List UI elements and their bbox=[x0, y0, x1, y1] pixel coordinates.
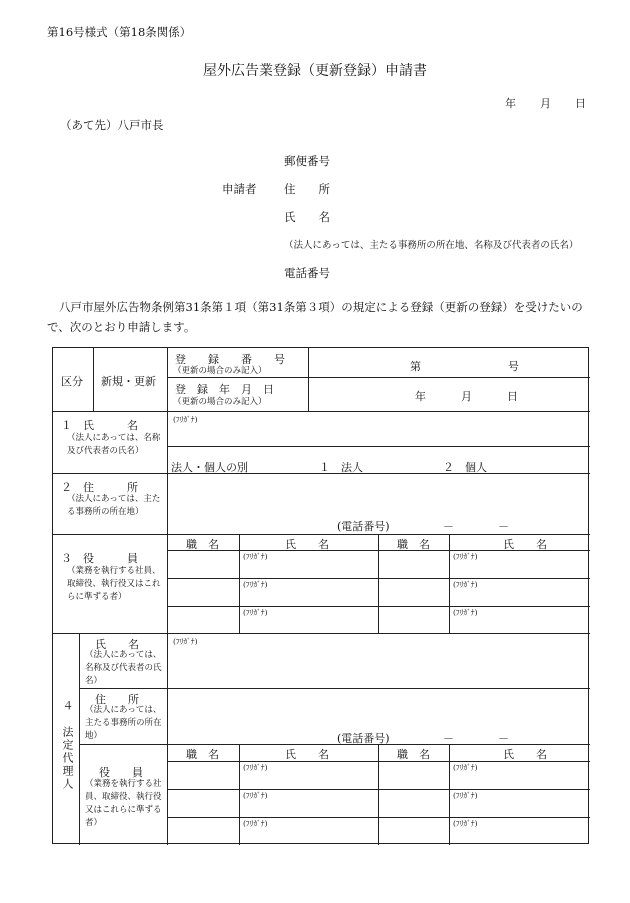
s3-furigana: (ﾌﾘｶﾞﾅ) bbox=[243, 552, 268, 561]
s2-dash-1: － bbox=[443, 520, 454, 533]
page-title: 屋外広告業登録（更新登録）申請書 bbox=[203, 63, 427, 79]
s3-post-header-1: 職 名 bbox=[186, 538, 219, 551]
s3-furigana: (ﾌﾘｶﾞﾅ) bbox=[243, 608, 268, 617]
reg-no-go: 号 bbox=[508, 360, 519, 373]
s3-note: （業務を執行する社員、取締役、執行役又はこれらに準ずる者） bbox=[67, 566, 161, 602]
reg-day: 日 bbox=[507, 390, 518, 403]
form-number: 第16号様式（第18条関係） bbox=[47, 25, 192, 39]
date-year: 年 bbox=[505, 97, 516, 110]
new-renew-label: 新規・更新 bbox=[101, 375, 156, 388]
s3-post-header-2: 職 名 bbox=[397, 538, 430, 551]
corp-individual-label: 法人・個人の別 bbox=[171, 461, 248, 474]
s4-officer-furigana: (ﾌﾘｶﾞﾅ) bbox=[453, 819, 478, 828]
request-statement: 八戸市屋外広告物条例第31条第１項（第31条第３項）の規定による登録（更新の登録）を受けたいので、次のとおり申請します。 bbox=[47, 300, 583, 334]
s3-name-header-2: 氏 名 bbox=[503, 538, 547, 551]
s4-dash-1: － bbox=[443, 732, 454, 745]
phone-label: 電話番号 bbox=[284, 266, 330, 280]
s4-name-note: （法人にあっては、名称及び代表者の氏名） bbox=[85, 650, 162, 686]
reg-month: 月 bbox=[461, 390, 472, 403]
kubun-label: 区分 bbox=[61, 375, 83, 388]
s1-note: （法人にあっては、名称及び代表者の氏名） bbox=[67, 433, 161, 456]
corp-option: １ 法人 bbox=[319, 461, 363, 474]
date-day: 日 bbox=[575, 97, 586, 110]
address-label: 住 所 bbox=[284, 182, 330, 196]
individual-option: ２ 個人 bbox=[443, 461, 487, 474]
s2-phone-label: (電話番号) bbox=[337, 520, 390, 533]
s4-officer-furigana: (ﾌﾘｶﾞﾅ) bbox=[453, 763, 478, 772]
s2-note: （法人にあっては、主たる事務所の所在地） bbox=[67, 494, 161, 517]
s4-officer-furigana: (ﾌﾘｶﾞﾅ) bbox=[243, 791, 268, 800]
s4-officer-furigana: (ﾌﾘｶﾞﾅ) bbox=[453, 791, 478, 800]
reg-date-label: 登 録 年 月 日 bbox=[175, 383, 274, 396]
name-note: （法人にあっては、主たる事務所の所在地、名称及び代表者の氏名） bbox=[284, 240, 579, 251]
s4-officer-note: （業務を執行する社員、取締役、執行役又はこれらに準ずる者） bbox=[85, 779, 162, 828]
s4-officer-label: 役 員 bbox=[99, 766, 143, 779]
reg-date-note: （更新の場合のみ記入） bbox=[173, 397, 267, 407]
name-label: 氏 名 bbox=[284, 210, 330, 224]
postal-code-label: 郵便番号 bbox=[284, 154, 330, 168]
s4-officer-furigana: (ﾌﾘｶﾞﾅ) bbox=[243, 819, 268, 828]
s3-furigana: (ﾌﾘｶﾞﾅ) bbox=[453, 608, 478, 617]
reg-no-label: 登 録 番 号 bbox=[175, 353, 285, 366]
reg-year: 年 bbox=[415, 390, 426, 403]
reg-no-note: （更新の場合のみ記入） bbox=[173, 366, 267, 376]
s4-post-header-1: 職 名 bbox=[186, 748, 219, 761]
s4-furigana: (ﾌﾘｶﾞﾅ) bbox=[173, 637, 198, 646]
s3-furigana: (ﾌﾘｶﾞﾅ) bbox=[243, 580, 268, 589]
date-month: 月 bbox=[540, 97, 551, 110]
s4-addr-note: （法人にあっては、主たる事務所の所在地） bbox=[85, 705, 162, 741]
applicant-label: 申請者 bbox=[222, 182, 257, 196]
s3-label: ３ 役 員 bbox=[61, 552, 138, 565]
s4-dash-2: － bbox=[498, 732, 509, 745]
s3-name-header-1: 氏 名 bbox=[285, 538, 329, 551]
s4-name-label: 氏 名 bbox=[95, 638, 139, 651]
s2-label: ２ 住 所 bbox=[61, 481, 138, 494]
s4-addr-label: 住 所 bbox=[95, 693, 139, 706]
s3-furigana: (ﾌﾘｶﾞﾅ) bbox=[453, 552, 478, 561]
application-table bbox=[52, 347, 589, 844]
s2-dash-2: － bbox=[498, 520, 509, 533]
s4-name-header-2: 氏 名 bbox=[503, 748, 547, 761]
s4-label: ４ 法定代理人 bbox=[61, 700, 74, 791]
s4-officer-furigana: (ﾌﾘｶﾞﾅ) bbox=[243, 763, 268, 772]
s4-name-header-1: 氏 名 bbox=[285, 748, 329, 761]
s3-furigana: (ﾌﾘｶﾞﾅ) bbox=[453, 580, 478, 589]
s1-label: １ 氏 名 bbox=[61, 419, 138, 432]
s1-furigana: (ﾌﾘｶﾞﾅ) bbox=[173, 415, 198, 424]
s4-post-header-2: 職 名 bbox=[397, 748, 430, 761]
s4-phone-label: (電話番号) bbox=[337, 732, 390, 745]
reg-no-dai: 第 bbox=[410, 360, 421, 373]
addressee: （あて先）八戸市長 bbox=[60, 118, 164, 132]
